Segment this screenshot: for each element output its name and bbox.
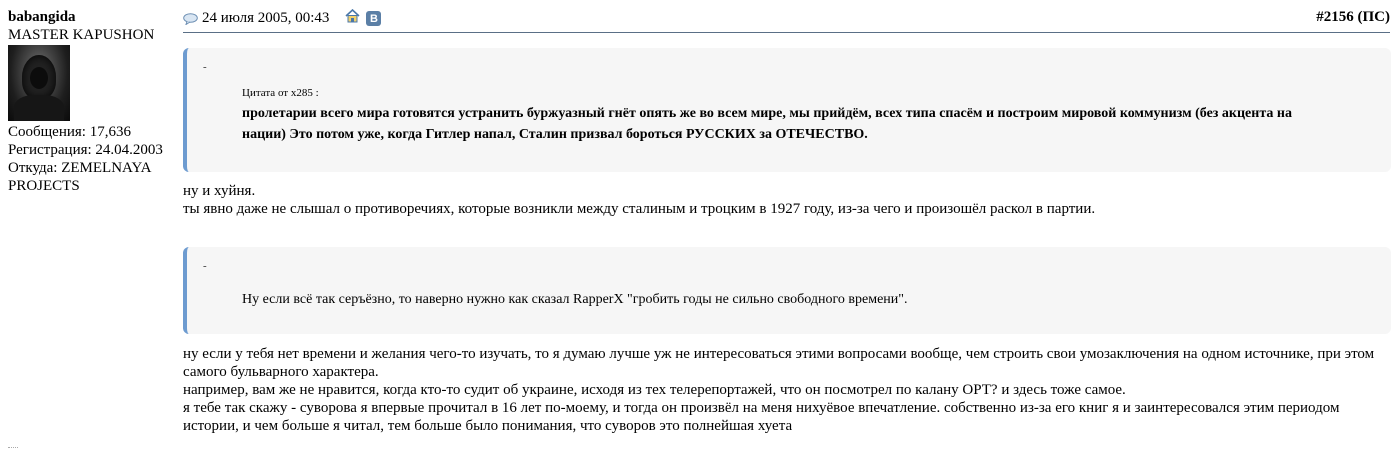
quote-block — [183, 247, 1391, 334]
post-paragraph: ну если у тебя нет времени и желания чего-то изучать, то я думаю лучше уж не интересоваться этими вопросами вообще, чем строить свои умозаключения на одном источнике, при этом самого бульварного характера. — [183, 346, 1375, 380]
post-number-link[interactable]: #2156 — [1316, 9, 1354, 25]
avatar-body — [14, 95, 64, 121]
quote-text: пролетарии всего мира готовятся устранить буржуазный гнёт опять же во всем мире, мы прийдём, всех типа спасём и построим мировой коммунизм (без акцента на нации) Это потом уже, когда Гитлер напал, Сталин призвал бороться РУССКИХ за ОТЕЧЕСТВО. — [242, 106, 1292, 142]
quote-dash: - — [203, 260, 207, 272]
avatar[interactable] — [8, 45, 70, 121]
divider — [8, 447, 18, 449]
post-paragraph: например, вам же не нравится, когда кто-то судит об украине, исходя из тех телерепортажей, что он посмотрел по калану ОРТ? и здесь тоже самое. — [183, 382, 1126, 398]
post-number-area — [1316, 9, 1390, 26]
username[interactable]: babangida — [8, 9, 76, 25]
user-rank: MASTER KAPUSHON — [8, 27, 155, 43]
post-ps-link[interactable]: (ПС) — [1357, 9, 1390, 25]
post-paragraph: ну и хуйня. — [183, 183, 256, 199]
post-text-block — [183, 345, 1393, 435]
quote-inner — [203, 289, 1371, 310]
avatar-face — [30, 67, 48, 89]
quote-author-label: Цитата от x285 : — [242, 87, 319, 99]
user-registration: Регистрация: 24.04.2003 — [8, 142, 163, 158]
user-post-count: Сообщения: 17,636 — [8, 124, 131, 140]
quote-block — [183, 48, 1391, 172]
user-panel — [8, 8, 180, 195]
quote-text: Ну если всё так серъёзно, то наверно нужно как сказал RapperX "гробить годы не сильно свободного времени". — [242, 292, 908, 307]
post-paragraph: я тебе так скажу - суворова я впервые прочитал в 16 лет по-моему, и тогда он произвёл на меня нихуёвое впечатление. собственно из-за его книг я и заинтересовался этим периодом истории, и чем больше я читал, тем больше было понимания, что суворов это полнейшая хуета — [183, 400, 1340, 434]
post-body — [183, 48, 1393, 435]
speech-bubble-icon — [183, 13, 198, 25]
quote-dash: - — [203, 61, 207, 73]
post-header-left — [183, 9, 381, 28]
post-paragraph: ты явно даже не слышал о противоречиях, которые возникли между сталиным и троцким в 1927 году, из-за чего и произошёл раскол в партии. — [183, 201, 1096, 217]
post-header — [183, 8, 1390, 33]
user-location: Откуда: ZEMELNAYA PROJECTS — [8, 160, 151, 194]
home-icon[interactable] — [345, 9, 360, 28]
vk-icon[interactable]: B — [366, 11, 381, 26]
quote-inner — [203, 84, 1371, 145]
post-text-block — [183, 182, 1393, 218]
post-date: 24 июля 2005, 00:43 — [202, 10, 330, 26]
